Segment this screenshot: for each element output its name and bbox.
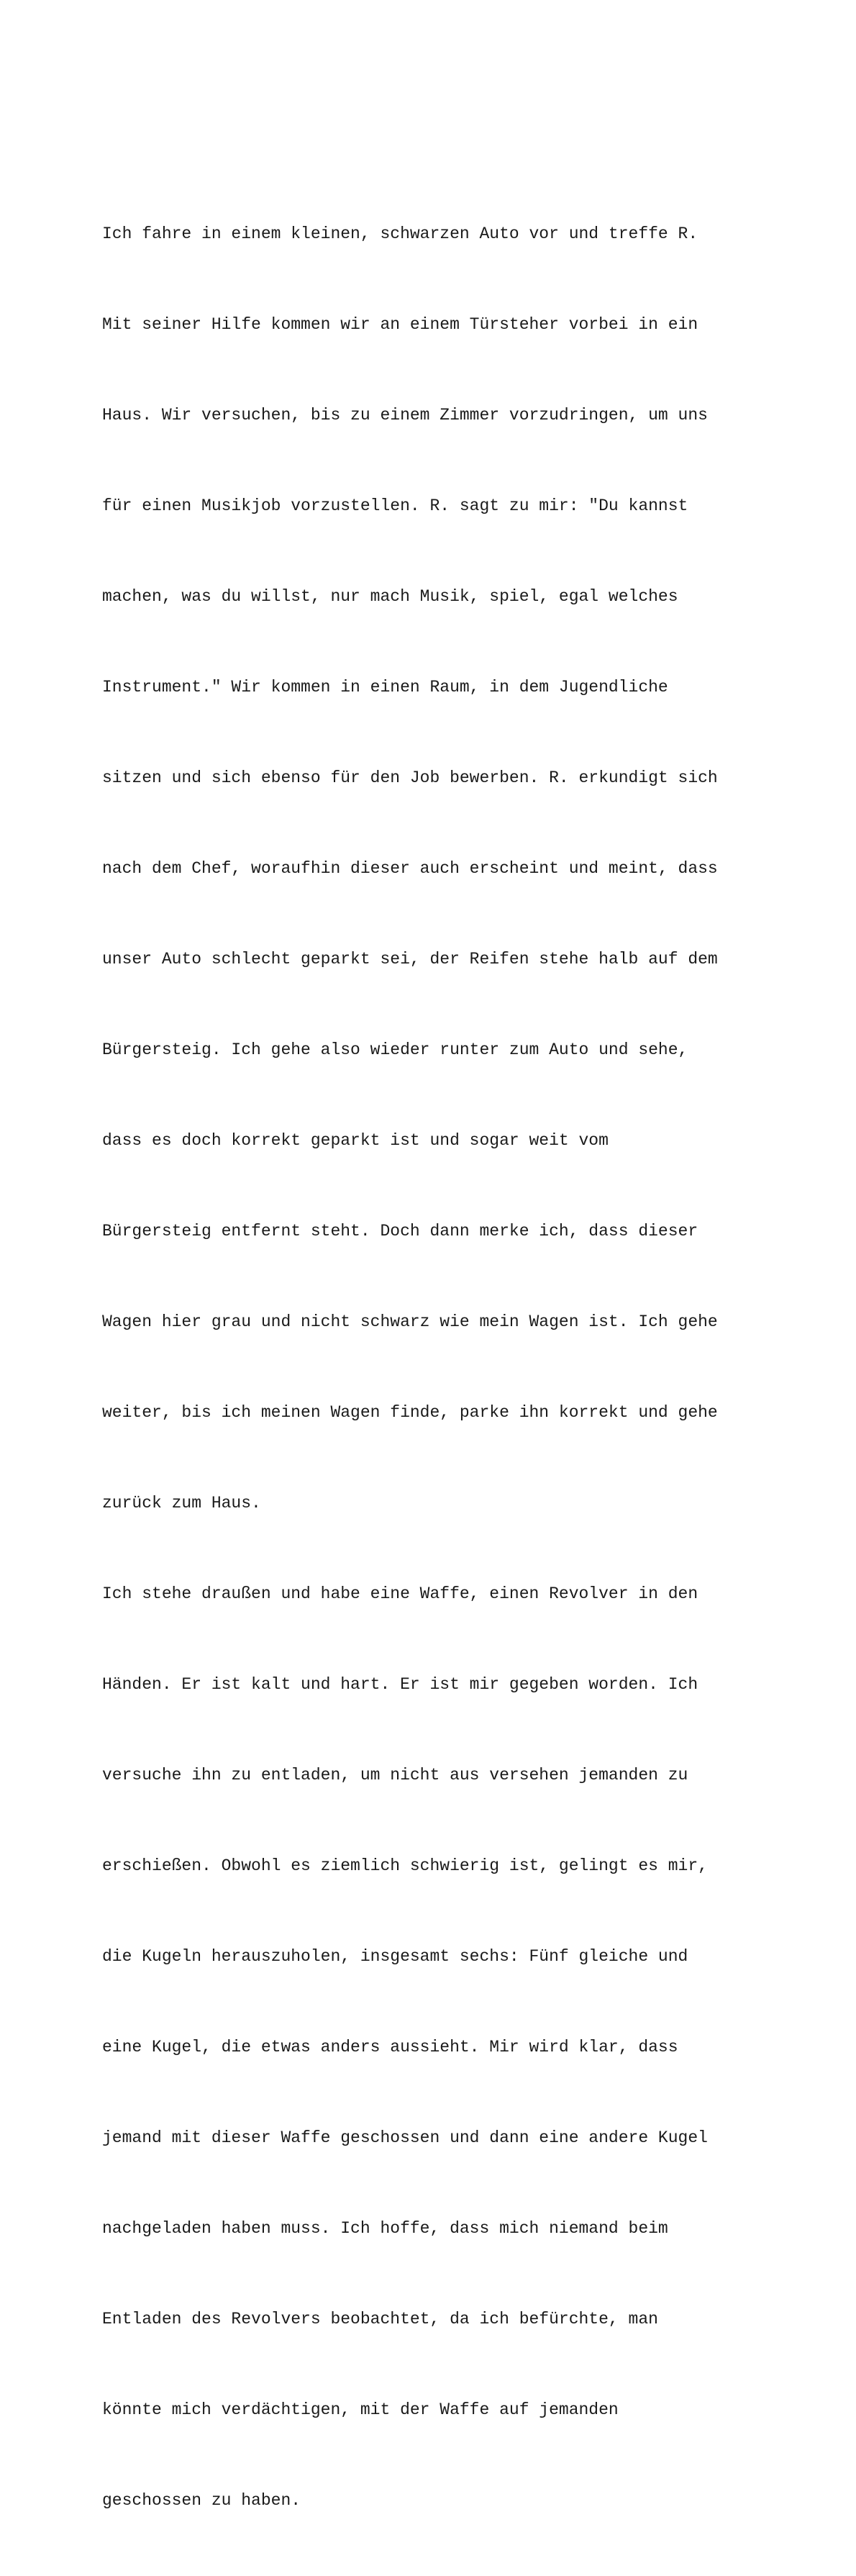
text-line: unser Auto schlecht geparkt sei, der Reifen stehe halb auf dem: [102, 950, 718, 969]
text-line: Entladen des Revolvers beobachtet, da ich befürchte, man: [102, 2310, 658, 2328]
text-line: die Kugeln herauszuholen, insgesamt sechs: Fünf gleiche und: [102, 1947, 688, 1966]
text-line: zurück zum Haus.: [102, 1494, 261, 1513]
text-line: weiter, bis ich meinen Wagen finde, parke ihn korrekt und gehe: [102, 1403, 718, 1422]
text-line: Wagen hier grau und nicht schwarz wie mein Wagen ist. Ich gehe: [102, 1312, 718, 1331]
text-line: Bürgersteig entfernt steht. Doch dann merke ich, dass dieser: [102, 1222, 698, 1241]
text-line: für einen Musikjob vorzustellen. R. sagt zu mir: "Du kannst: [102, 496, 688, 515]
text-line: Bürgersteig. Ich gehe also wieder runter zum Auto und sehe,: [102, 1040, 688, 1059]
text-line: erschießen. Obwohl es ziemlich schwierig ist, gelingt es mir,: [102, 1856, 708, 1875]
text-line: könnte mich verdächtigen, mit der Waffe auf jemanden: [102, 2400, 619, 2419]
text-line: versuche ihn zu entladen, um nicht aus versehen jemanden zu: [102, 1766, 688, 1784]
text-line: dass es doch korrekt geparkt ist und sogar weit vom: [102, 1131, 609, 1150]
text-line: sitzen und sich ebenso für den Job bewerben. R. erkundigt sich: [102, 768, 718, 787]
text-line: Ich stehe draußen und habe eine Waffe, einen Revolver in den: [102, 1584, 698, 1603]
text-line: machen, was du willst, nur mach Musik, spiel, egal welches: [102, 587, 678, 606]
text-line: eine Kugel, die etwas anders aussieht. Mir wird klar, dass: [102, 2038, 678, 2056]
body-text: [102, 158, 771, 2576]
text-line: Instrument." Wir kommen in einen Raum, in dem Jugendliche: [102, 678, 668, 697]
text-line: Händen. Er ist kalt und hart. Er ist mir gegeben worden. Ich: [102, 1675, 698, 1694]
text-line: nach dem Chef, woraufhin dieser auch erscheint und meint, dass: [102, 859, 718, 878]
text-line: Mit seiner Hilfe kommen wir an einem Türsteher vorbei in ein: [102, 315, 698, 334]
text-line: Haus. Wir versuchen, bis zu einem Zimmer vorzudringen, um uns: [102, 406, 708, 425]
text-line: jemand mit dieser Waffe geschossen und dann eine andere Kugel: [102, 2128, 708, 2147]
text-line: Ich fahre in einem kleinen, schwarzen Auto vor und treffe R.: [102, 225, 698, 243]
text-line: geschossen zu haben.: [102, 2491, 301, 2510]
text-line: nachgeladen haben muss. Ich hoffe, dass mich niemand beim: [102, 2219, 668, 2238]
